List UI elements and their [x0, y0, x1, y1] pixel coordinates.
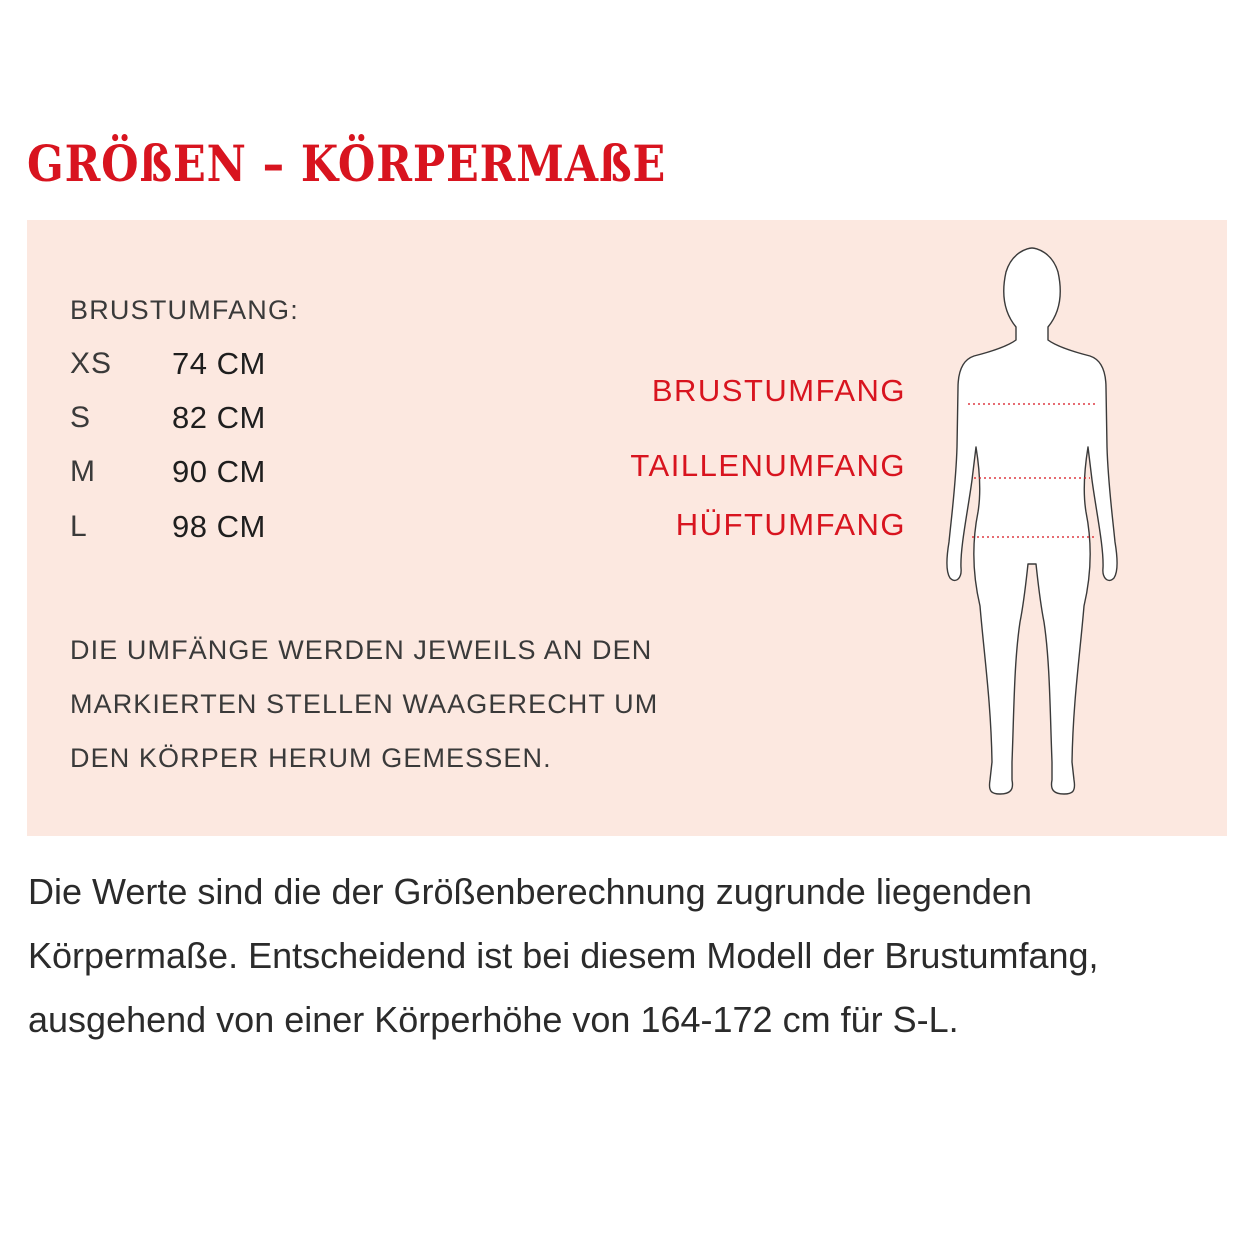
- hip-measure-label: HÜFTUMFANG: [675, 507, 906, 542]
- measurement-note-line: MARKIERTEN STELLEN WAAGERECHT UM: [70, 689, 659, 719]
- size-row-s: [70, 398, 370, 438]
- size-row-xs: [70, 344, 370, 384]
- body-silhouette-icon: [932, 242, 1132, 802]
- size-row-l: [70, 507, 370, 547]
- size-description: [28, 860, 1228, 1052]
- body-outline: [947, 248, 1117, 794]
- size-chart-panel: [27, 220, 1227, 836]
- size-row-m: [70, 452, 370, 492]
- description-line: ausgehend von einer Körperhöhe von 164-172 cm für S-L.: [28, 999, 959, 1040]
- size-label: S: [70, 401, 92, 434]
- size-table-heading: BRUSTUMFANG:: [70, 295, 299, 325]
- size-value: 82 CM: [172, 400, 266, 435]
- measurement-note-line: DEN KÖRPER HERUM GEMESSEN.: [70, 743, 552, 773]
- size-label: L: [70, 510, 88, 543]
- size-label: XS: [70, 347, 113, 380]
- size-value: 98 CM: [172, 509, 266, 544]
- page-title: GRÖßEN – KÖRPERMAßE: [27, 134, 667, 193]
- measurement-note-line: DIE UMFÄNGE WERDEN JEWEILS AN DEN: [70, 635, 653, 665]
- description-line: Körpermaße. Entscheidend ist bei diesem Modell der Brustumfang,: [28, 935, 1099, 976]
- size-label: M: [70, 455, 96, 488]
- size-value: 90 CM: [172, 454, 266, 489]
- chest-measure-label: BRUSTUMFANG: [651, 373, 906, 408]
- size-value: 74 CM: [172, 346, 266, 381]
- waist-measure-label: TAILLENUMFANG: [630, 448, 906, 483]
- description-line: Die Werte sind die der Größenberechnung zugrunde liegenden: [28, 871, 1032, 912]
